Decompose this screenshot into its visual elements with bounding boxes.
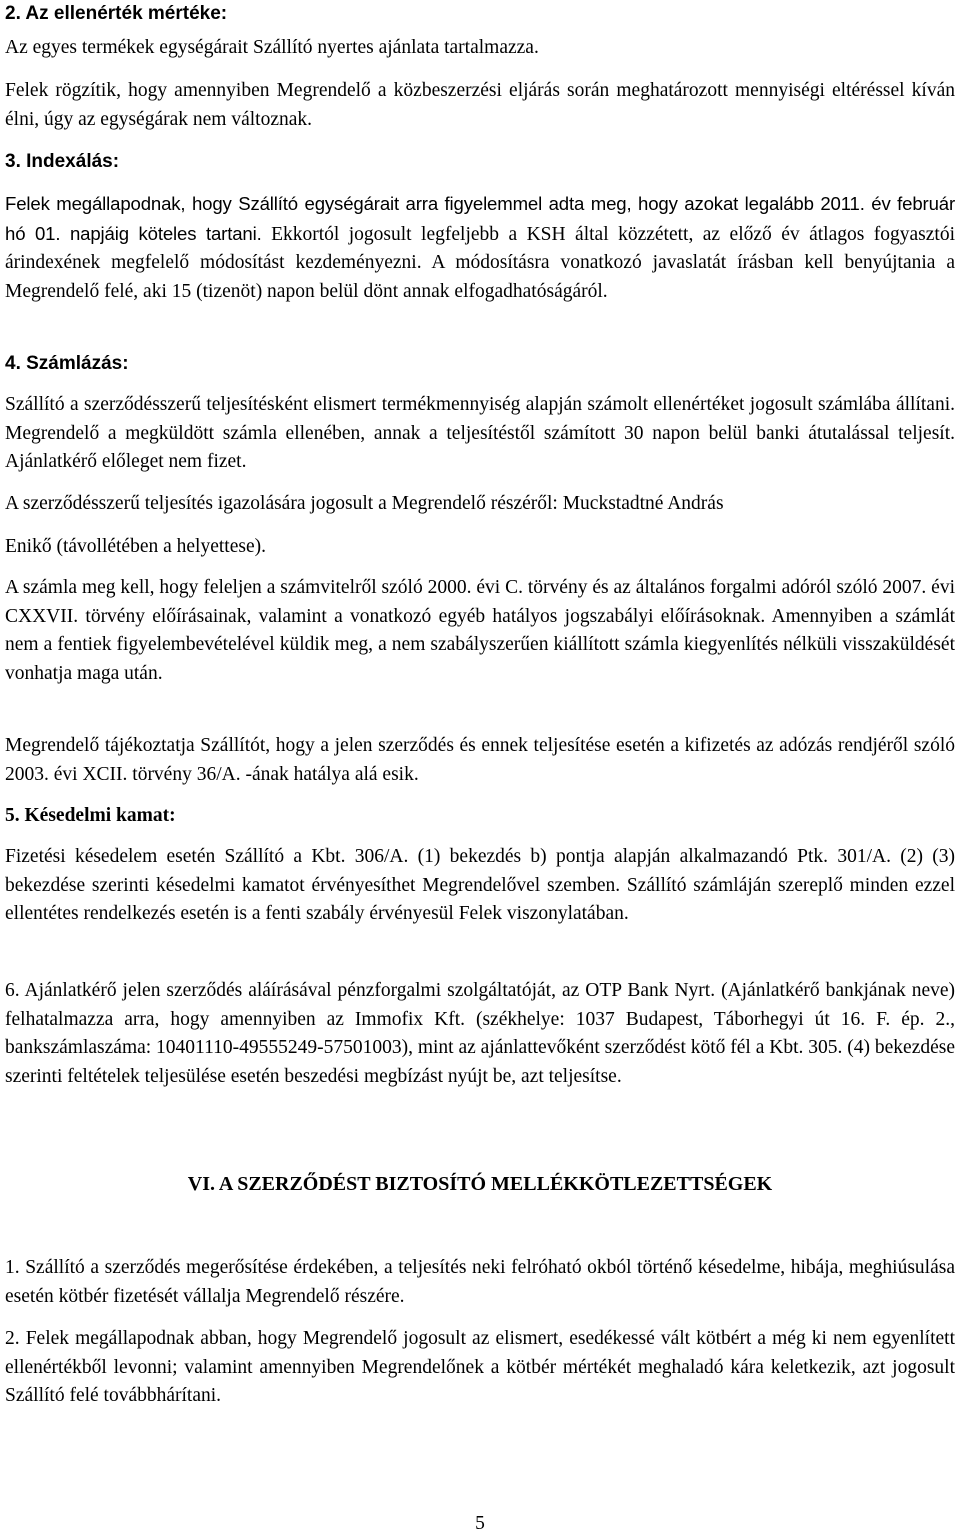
section-3-paragraph	[5, 190, 955, 306]
section-3-sentence-2: Ekkortól jogosult legfeljebb a KSH által közzétett, az előző év átlagos fogyasztói árindexének megfelelő módosítást kezdeményezni.	[5, 223, 955, 273]
chapter-paragraph-2: 2. Felek megállapodnak abban, hogy Megrendelő jogosult az elismert, esedékessé vált kötbért a még ki nem egyenlített ellenértékből levonni; valamint amennyiben Megrendelőnek a kötbér mértékét meghaladó kára keletkezik, azt jogosult Szállító felé továbbhárítani.	[5, 1328, 955, 1406]
page-number: 5	[475, 1513, 485, 1534]
section-2-paragraph-2: Felek rögzítik, hogy amennyiben Megrendelő a közbeszerzési eljárás során meghatározott mennyiségi eltéréssel kíván élni, úgy az egységárak nem változnak.	[5, 80, 955, 130]
section-5-title: 5. Késedelmi kamat:	[5, 805, 176, 826]
section-3-sentence-3: A módosításra vonatkozó javaslatát írásban kell benyújtania a Megrendelő felé, aki 15 (tizenöt) napon belül dönt annak elfogadhatóságáról.	[5, 252, 955, 302]
section-4-paragraph-4: Megrendelő tájékoztatja Szállítót, hogy a jelen szerződés és ennek teljesítése esetén a kifizetés az adózás rendjéről szóló 2003. évi XCII. törvény 36/A. -ának hatálya alá esik.	[5, 735, 955, 785]
section-3-sentence-1: Felek megállapodnak, hogy Szállító egységárait arra figyelemmel adta meg, hogy azokat legalább 2011. év február hó 01. napjáig köteles tartani.	[5, 193, 955, 244]
section-4-paragraph-3: A számla meg kell, hogy feleljen a számvitelről szóló 2000. évi C. törvény és az általános forgalmi adóról szóló 2007. évi CXXVII. törvény előírásainak, valamint a vonatkozó egyéb hatályos jogszabályi előírásoknak. Amennyiben a számlát nem a fentiek figyelembevételével küldik meg, a nem szabályszerűen kiállított számla kiegyenlítés nélküli visszaküldését vonhatja maga után.	[5, 577, 955, 684]
section-3-title: 3. Indexálás:	[5, 151, 120, 172]
section-5-paragraph: Fizetési késedelem esetén Szállító a Kbt. 306/A. (1) bekezdés b) pontja alapján alkalmazandó Ptk. 301/A. (2) (3) bekezdése szerinti késedelmi kamatot érvényesíthet Megrendelővel szemben. Szállító számláján szereplő minden ezzel ellentétes rendelkezés esetén is a fenti szabály érvényesül Felek viszonylatában.	[5, 846, 955, 924]
chapter-paragraph-1: 1. Szállító a szerződés megerősítése érdekében, a teljesítés neki felróható okból történő késedelme, hibája, meghiúsulása esetén kötbér fizetését vállalja Megrendelő részére.	[5, 1257, 955, 1307]
section-4-paragraph-1: Szállító a szerződésszerű teljesítésként elismert termékmennyiség alapján számolt ellenértéket jogosult számlába állítani. Megrendelő a megküldött számla ellenében, annak a teljesítéstől számított 30 napon belül banki átutalással teljesít. Ajánlatkérő előleget nem fizet.	[5, 394, 955, 472]
section-4-title: 4. Számlázás:	[5, 353, 129, 374]
section-4-certifier-line-2: Enikő (távollétében a helyettese).	[5, 536, 266, 557]
section-4-certifier-line-1: A szerződésszerű teljesítés igazolására jogosult a Megrendelő részéről: Muckstadtné András	[5, 493, 724, 514]
section-2-paragraph-1: Az egyes termékek egységárait Szállító nyertes ajánlata tartalmazza.	[5, 37, 539, 58]
section-6-paragraph: 6. Ajánlatkérő jelen szerződés aláírásával pénzforgalmi szolgáltatóját, az OTP Bank Nyrt. (Ajánlatkérő bankjának neve) felhatalmazza arra, hogy amennyiben az Immofix Kft. (székhelye: 1037 Budapest, Táborhegyi út 16. F. ép. 2., bankszámlaszáma: 10401110-49555249-57501003), mint az ajánlattevőként szerződést kötő fél a Kbt. 305. (4) bekezdése szerinti feltételek teljesülése esetén beszedési megbízást nyújt be, azt teljesítse.	[5, 980, 955, 1087]
section-2-title: 2. Az ellenérték mértéke:	[5, 3, 228, 24]
chapter-title: VI. A SZERZŐDÉST BIZTOSÍTÓ MELLÉKKÖTLEZETTSÉGEK	[187, 1173, 773, 1195]
